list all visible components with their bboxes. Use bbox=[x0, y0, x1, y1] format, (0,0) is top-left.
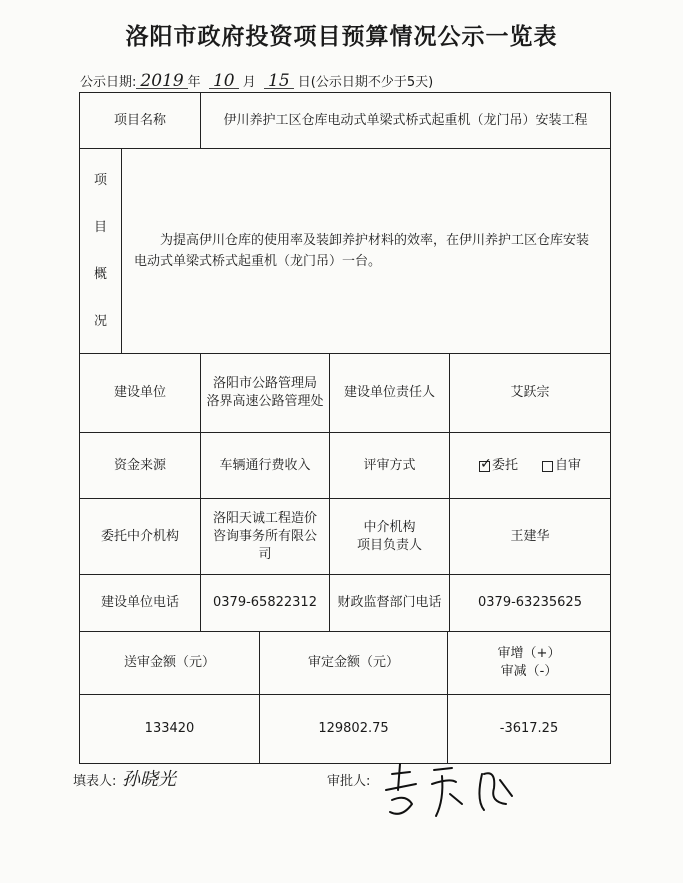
difference-label-decrease: 审减（-） bbox=[500, 664, 558, 679]
checkbox-checked-icon: ✓ bbox=[479, 456, 492, 472]
agency-head-label-line1: 中介机构 bbox=[363, 519, 416, 535]
page-title: 洛阳市政府投资项目预算情况公示一览表 bbox=[125, 24, 558, 50]
review-option-self[interactable] bbox=[542, 457, 581, 475]
phone-label: 建设单位电话 bbox=[79, 574, 201, 632]
date-year-unit: 年 bbox=[187, 75, 201, 90]
filler-signature: 孙晓光 bbox=[122, 769, 176, 790]
responsible-person-value: 艾跃宗 bbox=[449, 353, 611, 433]
review-option-entrusted-label: 委托 bbox=[491, 457, 518, 473]
date-day-unit: 日 bbox=[297, 75, 311, 90]
agency-head-value: 王建华 bbox=[449, 498, 611, 575]
project-name-value: 伊川养护工区仓库电动式单梁式桥式起重机（龙门吊）安装工程 bbox=[200, 92, 611, 149]
difference-value: -3617.25 bbox=[447, 694, 611, 764]
submitted-amount-value: 133420 bbox=[79, 694, 260, 764]
date-prefix: 公示日期: bbox=[80, 75, 137, 90]
approver-signature bbox=[372, 760, 532, 830]
construction-unit-line1: 洛阳市公路管理局 bbox=[212, 376, 317, 391]
finance-phone-value: 0379-63235625 bbox=[449, 574, 611, 632]
construction-unit-label: 建设单位 bbox=[79, 353, 201, 433]
overview-label-char: 目 bbox=[93, 219, 107, 235]
phone-value: 0379-65822312 bbox=[200, 574, 330, 632]
overview-label-char: 概 bbox=[93, 266, 107, 282]
review-option-self-label: 自审 bbox=[555, 457, 582, 473]
overview-label-char: 项 bbox=[93, 172, 107, 188]
agency-head-label bbox=[329, 498, 450, 575]
date-month: 10 bbox=[209, 74, 239, 89]
overview-label-char: 况 bbox=[93, 313, 107, 329]
date-month-unit: 月 bbox=[242, 75, 256, 90]
agency-value: 洛阳天诚工程造价咨询事务所有限公司 bbox=[200, 498, 330, 575]
filler-label: 填表人: bbox=[73, 774, 117, 789]
approved-amount-label: 审定金额（元） bbox=[259, 631, 448, 695]
submitted-amount-label: 送审金额（元） bbox=[79, 631, 260, 695]
publication-date-line bbox=[80, 71, 433, 90]
fund-source-value: 车辆通行费收入 bbox=[200, 432, 330, 499]
difference-label-increase: 审增（+） bbox=[497, 646, 561, 661]
agency-label: 委托中介机构 bbox=[79, 498, 201, 575]
construction-unit-value bbox=[200, 353, 330, 433]
checkbox-empty-icon bbox=[542, 461, 553, 472]
overview-label bbox=[79, 148, 122, 354]
project-name-label: 项目名称 bbox=[79, 92, 201, 149]
fund-source-label: 资金来源 bbox=[79, 432, 201, 499]
construction-unit-line2: 洛界高速公路管理处 bbox=[206, 394, 324, 409]
review-method-options bbox=[449, 432, 611, 499]
responsible-person-label: 建设单位责任人 bbox=[329, 353, 450, 433]
review-method-label: 评审方式 bbox=[329, 432, 450, 499]
review-option-entrusted[interactable] bbox=[479, 457, 518, 475]
finance-phone-label: 财政监督部门电话 bbox=[329, 574, 450, 632]
approver-label: 审批人: bbox=[327, 774, 371, 789]
date-year: 2019 bbox=[136, 74, 187, 89]
agency-head-label-line2: 项目负责人 bbox=[356, 537, 422, 553]
difference-label bbox=[447, 631, 611, 695]
approved-amount-value: 129802.75 bbox=[259, 694, 448, 764]
date-note: (公示日期不少于5天) bbox=[310, 75, 434, 90]
overview-text: 为提高伊川仓库的使用率及装卸养护材料的效率，在伊川养护工区仓库安装电动式单梁式桥式起重机（龙门吊）一台。 bbox=[121, 148, 611, 354]
date-day: 15 bbox=[264, 74, 294, 89]
